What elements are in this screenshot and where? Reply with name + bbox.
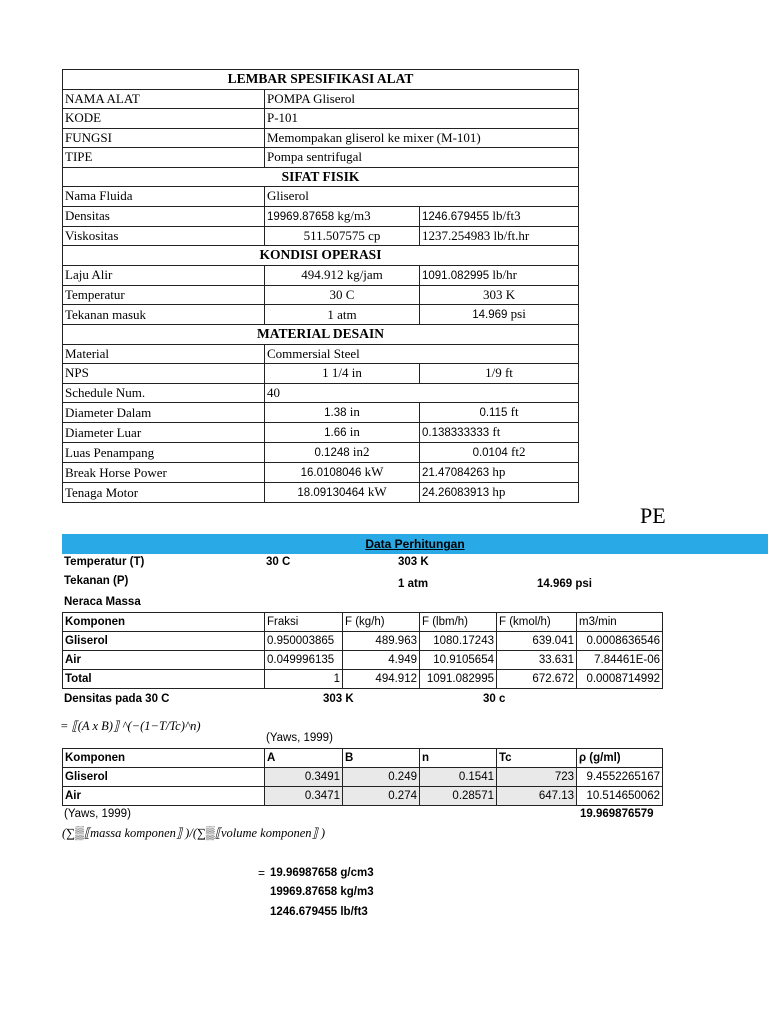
mass-header: Fraksi xyxy=(265,613,343,632)
densitas-eng-unit: lb/ft3 xyxy=(492,207,521,223)
bhp-si-unit: kW xyxy=(364,464,384,479)
bhp-si xyxy=(265,463,420,483)
value-kode: P-101 xyxy=(265,109,579,129)
motor-eng xyxy=(420,483,579,503)
luas-si-unit: in2 xyxy=(352,444,370,459)
label-luas-penampang: Luas Penampang xyxy=(63,443,265,463)
tekanan-eng-unit: psi xyxy=(510,306,526,321)
mass-header: m3/min xyxy=(577,613,663,632)
mass-cell: 0.049996135 xyxy=(265,651,343,670)
press-label: Tekanan (P) xyxy=(64,575,129,587)
laju-alir-eng-unit: lb/hr xyxy=(492,266,517,282)
section-kondisi-operasi: KONDISI OPERASI xyxy=(63,246,579,266)
label-densitas: Densitas xyxy=(63,206,265,226)
label-nama-alat: NAMA ALAT xyxy=(63,89,265,109)
label-nama-fluida: Nama Fluida xyxy=(63,187,265,207)
yaws-formula: = ⟦(A x B)⟧ ^(−(1−T/Tc)^n) xyxy=(60,719,201,733)
press-atm-value: 1 atm xyxy=(398,578,429,590)
mass-cell: 33.631 xyxy=(497,651,577,670)
yaws-header-row xyxy=(63,749,663,768)
viskositas-si-value: 511.507575 xyxy=(303,227,365,243)
mass-cell: 0.950003865 xyxy=(265,632,343,651)
equals-sign: = xyxy=(258,866,266,880)
value-tipe: Pompa sentrifugal xyxy=(265,148,579,168)
nps-si-unit: in xyxy=(351,365,362,381)
bhp-eng xyxy=(420,463,579,483)
mass-cell: 1 xyxy=(265,670,343,689)
mass-cell: Air xyxy=(63,651,265,670)
yaws-reference: (Yaws, 1999) xyxy=(266,732,333,744)
mass-cell: 489.963 xyxy=(343,632,420,651)
bhp-si-value: 16.0108046 xyxy=(300,467,362,479)
yaws-cell: 0.3491 xyxy=(265,768,343,787)
yaws-header: A xyxy=(265,749,343,768)
mass-header: Komponen xyxy=(63,613,265,632)
result-kg-m3: 19969.87658 kg/m3 xyxy=(270,886,374,898)
temp-label: Temperatur (T) xyxy=(64,556,145,568)
mass-cell: 7.84461E-06 xyxy=(577,651,663,670)
mass-cell: 10.9105654 xyxy=(420,651,497,670)
value-nama-alat: POMPA Gliserol xyxy=(265,89,579,109)
label-fungsi: FUNGSI xyxy=(63,128,265,148)
value-material: Commersial Steel xyxy=(265,344,579,364)
label-diameter-luar: Diameter Luar xyxy=(63,423,265,443)
laju-alir-eng xyxy=(420,265,579,285)
diameter-luar-eng xyxy=(420,423,579,443)
temperatur-eng xyxy=(420,285,579,305)
result-lb-ft3-unit: lb/ft3 xyxy=(340,906,368,918)
temp-k-value: 303 K xyxy=(398,556,429,568)
densitas-si-value: 19969.87658 xyxy=(267,210,335,223)
label-bhp: Break Horse Power xyxy=(63,463,265,483)
yaws-cell: 0.274 xyxy=(343,787,420,806)
result-g-cm3: 19.96987658 g/cm3 xyxy=(270,867,374,879)
temp-c-value: 30 C xyxy=(266,556,291,568)
yaws-header: n xyxy=(420,749,497,768)
label-temperatur: Temperatur xyxy=(63,285,265,305)
cut-off-heading: PE xyxy=(640,503,666,528)
diameter-dalam-si xyxy=(265,403,420,423)
label-material: Material xyxy=(63,344,265,364)
luas-si-value: 0.1248 xyxy=(314,447,350,459)
densitas-c-value: 30 c xyxy=(483,693,506,705)
yaws-table xyxy=(62,748,663,806)
nps-eng-unit: ft xyxy=(504,365,513,381)
viskositas-eng-value: 1237.254983 xyxy=(422,227,491,243)
mass-cell: Total xyxy=(63,670,265,689)
mass-header: F (lbm/h) xyxy=(420,613,497,632)
mass-cell: 1080.17243 xyxy=(420,632,497,651)
spec-title: LEMBAR SPESIFIKASI ALAT xyxy=(63,70,579,90)
temperatur-eng-unit: K xyxy=(505,286,516,302)
label-schedule: Schedule Num. xyxy=(63,383,265,403)
tekanan-si-value: 1 xyxy=(327,306,334,322)
mass-header-row xyxy=(63,613,663,632)
label-tipe: TIPE xyxy=(63,148,265,168)
label-tekanan-masuk: Tekanan masuk xyxy=(63,305,265,325)
yaws-cell: 0.249 xyxy=(343,768,420,787)
mass-cell: 0.0008636546 xyxy=(577,632,663,651)
yaws-cell: 647.13 xyxy=(497,787,577,806)
diameter-dalam-eng-value: 0.115 xyxy=(479,407,508,419)
table-row xyxy=(63,632,663,651)
luas-eng xyxy=(420,443,579,463)
yaws-header: B xyxy=(343,749,420,768)
nps-si-value: 1 1/4 xyxy=(322,365,349,381)
yaws-cell: 0.28571 xyxy=(420,787,497,806)
mass-cell: 639.041 xyxy=(497,632,577,651)
densitas-si xyxy=(265,206,420,226)
temperatur-eng-value: 303 xyxy=(482,286,503,302)
viskositas-si-unit: cp xyxy=(368,227,381,243)
diameter-dalam-si-value: 1.38 xyxy=(324,407,347,419)
section-material-desain: MATERIAL DESAIN xyxy=(63,325,579,345)
yaws-cell: Gliserol xyxy=(63,768,265,787)
value-fungsi: Memompakan gliserol ke mixer (M-101) xyxy=(265,128,579,148)
tekanan-eng xyxy=(420,305,579,325)
yaws-header: Tc xyxy=(497,749,577,768)
diameter-luar-si-value: 1.66 xyxy=(324,427,347,439)
bhp-eng-unit: hp xyxy=(492,464,506,479)
densitas-si-unit: kg/m3 xyxy=(337,207,371,223)
rho-total: 19.969876579 xyxy=(580,808,654,820)
motor-si-unit: kW xyxy=(367,484,387,499)
luas-si xyxy=(265,443,420,463)
yaws-cell: 10.514650062 xyxy=(577,787,663,806)
laju-alir-si-unit: kg/jam xyxy=(346,267,383,282)
luas-eng-unit: ft2 xyxy=(511,444,526,459)
viskositas-eng xyxy=(420,226,579,246)
mass-header: F (kg/h) xyxy=(343,613,420,632)
motor-eng-value: 24.26083913 xyxy=(422,487,490,499)
laju-alir-si xyxy=(265,265,420,285)
diameter-dalam-eng xyxy=(420,403,579,423)
mass-header: F (kmol/h) xyxy=(497,613,577,632)
data-perhitungan-bar xyxy=(62,534,768,554)
section-sifat-fisik: SIFAT FISIK xyxy=(63,167,579,187)
label-kode: KODE xyxy=(63,109,265,129)
yaws-cell: 0.3471 xyxy=(265,787,343,806)
motor-si xyxy=(265,483,420,503)
nps-eng-value: 1/9 xyxy=(485,365,502,381)
value-nama-fluida: Gliserol xyxy=(265,187,579,207)
laju-alir-eng-value: 1091.082995 xyxy=(422,269,490,282)
diameter-luar-si xyxy=(265,423,420,443)
mass-cell: 1091.082995 xyxy=(420,670,497,689)
temperatur-si-value: 30 xyxy=(329,286,343,302)
label-nps: NPS xyxy=(63,364,265,384)
mass-cell: 672.672 xyxy=(497,670,577,689)
table-row xyxy=(63,768,663,787)
temperatur-si xyxy=(265,285,420,305)
density-formula: (∑▒⟦massa komponen⟧ )/(∑▒⟦volume komponen⟧ ) xyxy=(62,826,326,840)
mass-cell: 494.912 xyxy=(343,670,420,689)
label-diameter-dalam: Diameter Dalam xyxy=(63,403,265,423)
densitas-k-value: 303 K xyxy=(323,693,354,705)
mass-cell: 0.0008714992 xyxy=(577,670,663,689)
neraca-massa-label: Neraca Massa xyxy=(64,596,141,608)
press-psi-value: 14.969 psi xyxy=(537,578,592,590)
diameter-dalam-eng-unit: ft xyxy=(510,404,519,419)
viskositas-eng-unit: lb/ft.hr xyxy=(493,227,530,243)
yaws-cell: Air xyxy=(63,787,265,806)
yaws-header: ρ (g/ml) xyxy=(577,749,663,768)
mass-cell: Gliserol xyxy=(63,632,265,651)
motor-si-value: 18.09130464 xyxy=(297,487,365,499)
luas-eng-value: 0.0104 xyxy=(472,447,508,459)
value-schedule: 40 xyxy=(265,383,579,403)
label-tenaga-motor: Tenaga Motor xyxy=(63,483,265,503)
table-row xyxy=(63,651,663,670)
data-perhitungan-title: Data Perhitungan xyxy=(365,537,465,551)
table-row xyxy=(63,670,663,689)
diameter-luar-si-unit: in xyxy=(349,424,360,439)
label-viskositas: Viskositas xyxy=(63,226,265,246)
yaws-header: Komponen xyxy=(63,749,265,768)
spec-sheet-table xyxy=(62,69,579,503)
laju-alir-si-value: 494.912 xyxy=(301,267,344,282)
diameter-dalam-si-unit: in xyxy=(349,404,360,419)
result-lb-ft3-value: 1246.679455 xyxy=(270,906,338,918)
densitas-eng-value: 1246.679455 xyxy=(422,210,490,223)
table-row xyxy=(63,787,663,806)
nps-si xyxy=(265,364,420,384)
bhp-eng-value: 21.47084263 xyxy=(422,467,490,479)
motor-eng-unit: hp xyxy=(492,484,506,499)
tekanan-si-unit: atm xyxy=(337,306,357,322)
densitas-label: Densitas pada 30 C xyxy=(64,693,170,705)
mass-cell: 4.949 xyxy=(343,651,420,670)
result-lb-ft3 xyxy=(270,906,368,918)
yaws-cell: 0.1541 xyxy=(420,768,497,787)
mass-balance-table xyxy=(62,612,663,689)
yaws-reference-2: (Yaws, 1999) xyxy=(64,808,131,820)
tekanan-si xyxy=(265,305,420,325)
label-laju-alir: Laju Alir xyxy=(63,265,265,285)
diameter-luar-eng-value: 0.138333333 xyxy=(422,427,490,439)
temperatur-si-unit: C xyxy=(345,286,355,302)
viskositas-si xyxy=(265,226,420,246)
yaws-cell: 723 xyxy=(497,768,577,787)
densitas-eng xyxy=(420,206,579,226)
yaws-cell: 9.4552265167 xyxy=(577,768,663,787)
diameter-luar-eng-unit: ft xyxy=(492,424,501,439)
tekanan-eng-value: 14.969 xyxy=(472,309,508,321)
nps-eng xyxy=(420,364,579,384)
